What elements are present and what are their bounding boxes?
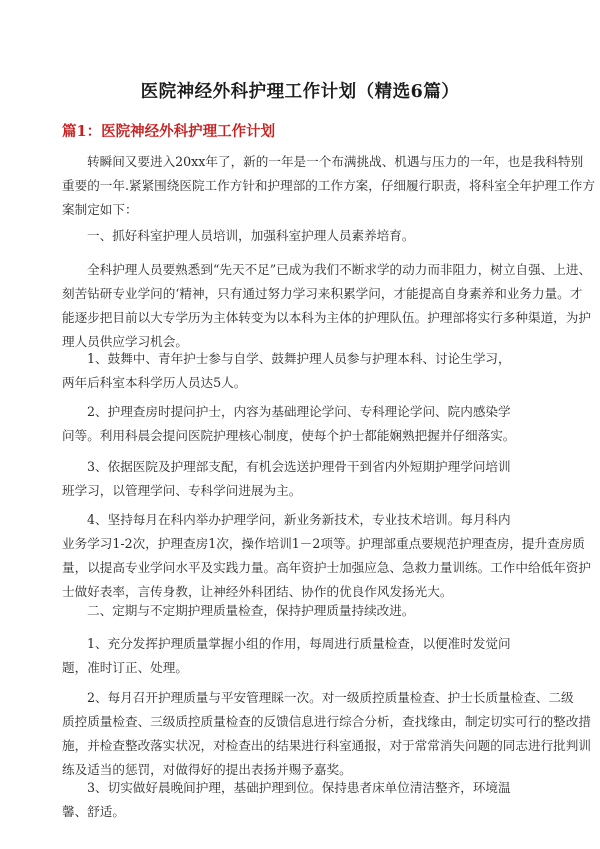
text-line: 1、鼓舞中、青年护士参与自学、鼓舞护理人员参与护理本科、讨论生学习，: [87, 351, 511, 366]
text-line: 刻苦钻研专业学问的‘精神，只有通过努力学习来积累学问，才能提高自身素养和业务力量。才: [62, 286, 583, 301]
text-line: 3、依据医院及护理部支配，有机会选送护理骨干到省内外短期护理学问培训: [87, 459, 511, 474]
paragraph-item-6: [62, 686, 591, 782]
text-line: 练及适当的惩罚，对做得好的提出表扬并赐予嘉奖。: [62, 762, 352, 777]
text-line: 题，准时订正、处理。: [62, 660, 188, 675]
text-line: 案制定如下：: [62, 202, 138, 217]
document-title: 医院神经外科护理工作计划（精选6篇）: [140, 82, 460, 102]
paragraph-heading-2: [62, 599, 540, 623]
paragraph-item-7: [62, 776, 540, 824]
text-line: 质控质量检查、三级质控质量检查的反馈信息进行综合分析，查找缘由，制定切实可行的整改措: [62, 714, 591, 729]
paragraph-heading-1: [62, 224, 540, 248]
paragraph-item-1: [62, 347, 540, 395]
text-line: 问等。利用科晨会提问医院护理核心制度，使每个护士都能娴熟把握并仔细落实。: [62, 428, 516, 443]
text-line: 4、坚持每月在科内举办护理学问，新业务新技术，专业技术培训。每月科内: [87, 512, 511, 527]
text-line: 理人员供应学习机会。: [62, 334, 188, 349]
text-line: 一、抓好科室护理人员培训，加强科室护理人员素养培育。: [87, 228, 415, 243]
text-line: 班学习，以管理学问、专科学问进展为主。: [62, 483, 302, 498]
paragraph-intro: [62, 150, 595, 222]
text-line: 业务学习1-2次，护理查房1次，操作培训1－2项等。护理部重点要规范护理查房，提升查房质: [62, 536, 585, 551]
paragraph-item-4: [62, 508, 591, 604]
text-line: 士做好表率，言传身教，让神经外科团结、协作的优良作风发扬光大。: [62, 584, 453, 599]
text-line: 两年后科室本科学历人员达5人。: [62, 375, 247, 390]
text-line: 转瞬间又要进入20xx年了，新的一年是一个布满挑战、机遇与压力的一年，也是我科特别: [87, 154, 584, 169]
paragraph-item-3: [62, 455, 540, 503]
section-heading: 篇1：医院神经外科护理工作计划: [62, 123, 276, 140]
text-line: 馨、舒适。: [62, 804, 125, 819]
paragraph-body-1: [62, 258, 592, 354]
text-line: 2、每月召开护理质量与平安管理睬一次。对一级质控质量检查、护士长质量检查、二级: [87, 690, 574, 705]
text-line: 二、定期与不定期护理质量检查，保持护理质量持续改进。: [87, 603, 415, 618]
text-line: 重要的一年.紧紧围绕医院工作方针和护理部的工作方案，仔细履行职责，将科室全年护理工作方: [62, 178, 595, 193]
text-line: 施，并检查整改落实状况，对检查出的结果进行科室通报，对于常常消失问题的同志进行批判训: [62, 738, 591, 753]
text-line: 能逐步把目前以大专学历为主体转变为以本科为主体的护理队伍。护理部将实行多种渠道，为护: [62, 310, 591, 325]
text-line: 全科护理人员要熟悉到“先天不足”已成为我们不断求学的动力而非阻力，树立自强、上进、: [87, 262, 592, 277]
text-line: 1、充分发挥护理质量掌握小组的作用，每周进行质量检查，以便准时发觉问: [87, 636, 511, 651]
paragraph-item-5: [62, 632, 540, 680]
paragraph-item-2: [62, 400, 540, 448]
text-line: 3、切实做好晨晚间护理，基础护理到位。保持患者床单位清洁整齐，环境温: [87, 780, 511, 795]
text-line: 2、护理查房时提问护士，内容为基础理论学问、专科理论学问、院内感染学: [87, 404, 511, 419]
text-line: 量，以提高专业学问水平及实践力量。高年资护士加强应急、急救力量训练。工作中给低年资护: [62, 560, 591, 575]
